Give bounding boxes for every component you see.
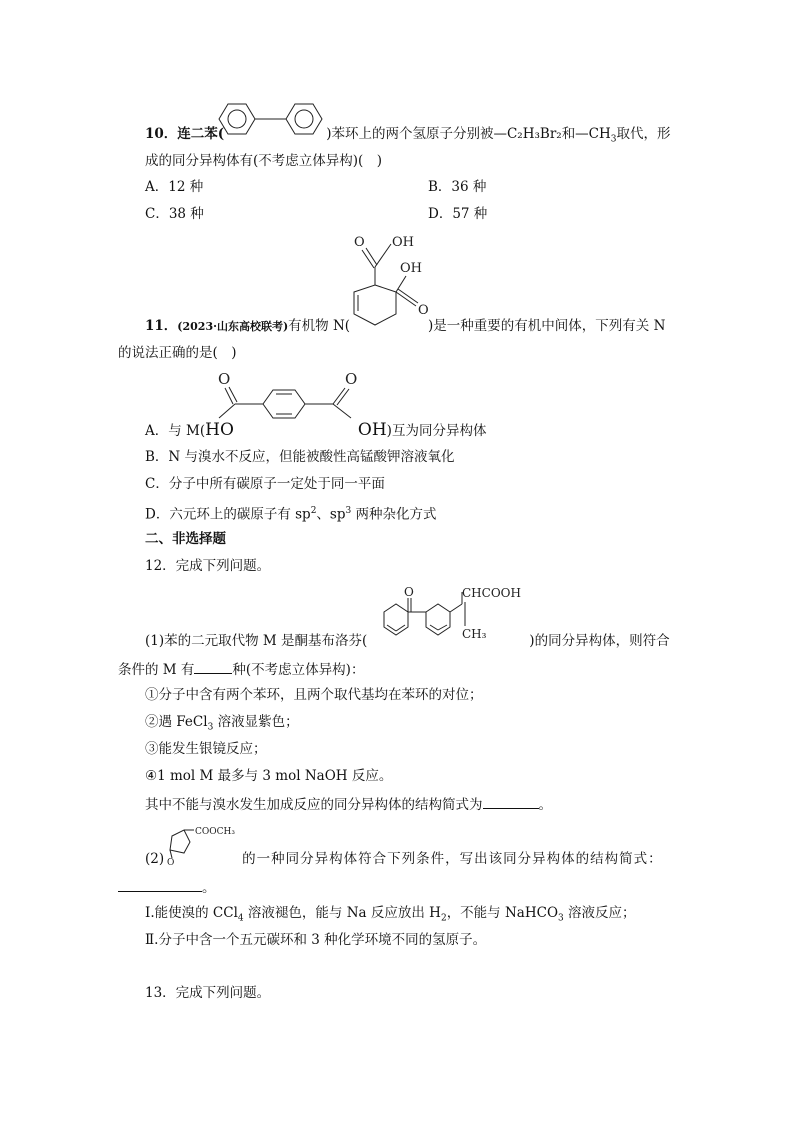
n-label-o2: O	[418, 303, 429, 318]
q11-source: (2023·山东高校联考)	[177, 320, 289, 333]
q10-option-b[interactable]: B．36 种	[428, 179, 487, 195]
q10-group-c2h3br2: C₂H₃Br₂	[506, 126, 562, 142]
p2-label-o: O	[167, 858, 175, 868]
q12-p1-last-end: 。	[538, 797, 552, 813]
q12-cond2-sub: 3	[207, 722, 214, 733]
q10-text-a: )苯环上的两个氢原子分别被—	[326, 126, 507, 142]
q12-cond-i-d: 溶液反应；	[563, 905, 636, 921]
q11-option-d-a: D．六元环上的碳原子有 sp	[145, 506, 311, 523]
n-label-o1: O	[354, 235, 365, 250]
p2-label-cooch3: COOCH₃	[195, 827, 235, 837]
section-heading: 二、非选择题	[145, 531, 226, 547]
q12-p1-last-text: 其中不能与溴水发生加成反应的同分异构体的结构简式为	[145, 797, 483, 813]
q11-text-b: )是一种重要的有机中间体，下列有关 N	[428, 318, 666, 334]
q10-line2: 成的同分异构体有(不考虑立体异构)( )	[145, 153, 383, 169]
q12-blank-count[interactable]	[194, 659, 232, 674]
q12-cond1: ①分子中含有两个苯环，且两个取代基均在苯环的对位；	[145, 687, 483, 703]
q10-text-b: 和—CH	[561, 126, 611, 142]
keto-label-o: O	[404, 585, 414, 599]
q12-p1-text-a: (1)苯的二元取代物 M 是酮基布洛芬(	[145, 633, 368, 649]
q12-cond2	[145, 713, 299, 737]
q12-p2-label: (2)	[145, 851, 165, 867]
q12-cond-i-sub1: 4	[237, 913, 244, 924]
m-label-oh: OH	[357, 420, 387, 440]
q12-p1-line2	[118, 659, 364, 679]
q11-option-a[interactable]	[145, 421, 486, 440]
q11-option-d[interactable]	[145, 502, 437, 524]
q10-line1	[145, 125, 671, 149]
keto-label-chcooh: CHCOOH	[462, 586, 521, 600]
q12-p1-line1	[145, 632, 670, 650]
q10-option-c[interactable]: C．38 种	[145, 206, 204, 222]
q12-cond-ii: Ⅱ.分子中含一个五元碳环和 3 种化学环境不同的氢原子。	[145, 932, 487, 948]
q12-cond-i-sub2: 2	[440, 913, 447, 924]
q11-option-a-text: A．与 M(	[145, 423, 206, 439]
q12-blank-structure[interactable]	[483, 794, 539, 809]
q12-cond3: ③能发生银镜反应；	[145, 741, 267, 757]
q12-cond4: ④1 mol M 最多与 3 mol NaOH 反应。	[145, 768, 393, 784]
q11-option-d-sup1: 2	[310, 506, 317, 516]
q11-option-d-b: 、sp	[316, 506, 346, 523]
q12-cond2-a: ②遇 FeCl	[145, 714, 208, 730]
q12-cond-i	[145, 904, 636, 928]
keto-label-ch3: CH₃	[462, 627, 487, 641]
q11-option-b[interactable]: B．N 与溴水不反应，但能被酸性高锰酸钾溶液氧化	[145, 449, 455, 465]
q12-p1-text-b: )的同分异构体，则符合	[529, 633, 670, 649]
q11-option-a-tail: )互为同分异构体	[386, 423, 487, 439]
q12-p1-line2-a: 条件的 M 有	[118, 662, 195, 678]
molecule-n-structure	[340, 230, 440, 330]
m-label-o1: O	[218, 370, 231, 388]
q12-p2-end: 。	[202, 880, 216, 896]
q12-p2-text: 的一种同分异构体符合下列条件，写出该同分异构体的结构简式：	[242, 851, 663, 867]
q10-option-d[interactable]: D．57 种	[428, 206, 488, 222]
q11-line2: 的说法正确的是( )	[118, 345, 237, 361]
q12-cond-i-b: 溶液褪色，能与 Na 反应放出 H	[243, 905, 441, 921]
q11-text-a: 有机物 N(	[288, 318, 351, 334]
q12-p2-line2	[118, 877, 216, 897]
q10-sub: 3	[610, 134, 617, 145]
q13-title: 13．完成下列问题。	[145, 985, 271, 1001]
q12-title: 12．完成下列问题。	[145, 558, 271, 574]
q10-number: 10．连二苯(	[145, 126, 225, 142]
q12-cond-i-c: ，不能与 NaHCO	[446, 905, 559, 921]
q11-line1	[145, 317, 665, 336]
n-label-oh2: OH	[400, 261, 422, 276]
q12-blank-isomer[interactable]	[118, 877, 202, 892]
q11-option-c[interactable]: C．分子中所有碳原子一定处于同一平面	[145, 476, 385, 492]
q12-cond2-b: 溶液显紫色；	[213, 714, 299, 730]
n-label-oh1: OH	[392, 235, 414, 250]
q12-p1-last	[145, 794, 552, 814]
q12-p1-line2-b: 种(不考虑立体异构)：	[232, 662, 365, 678]
q11-option-d-c: 两种杂化方式	[351, 506, 437, 523]
q12-cond-i-sub3: 3	[558, 913, 564, 924]
m-label-ho: HO	[205, 420, 234, 440]
m-label-o2: O	[345, 370, 358, 388]
q10-option-a[interactable]: A．12 种	[145, 179, 204, 195]
q11-option-d-sup2: 3	[345, 506, 352, 516]
q12-cond-i-a: Ⅰ.能使溴的 CCl	[145, 905, 238, 921]
q12-p2-line1	[145, 850, 663, 868]
q11-number: 11．	[145, 318, 178, 334]
q10-text-c: 取代，形	[616, 126, 671, 142]
